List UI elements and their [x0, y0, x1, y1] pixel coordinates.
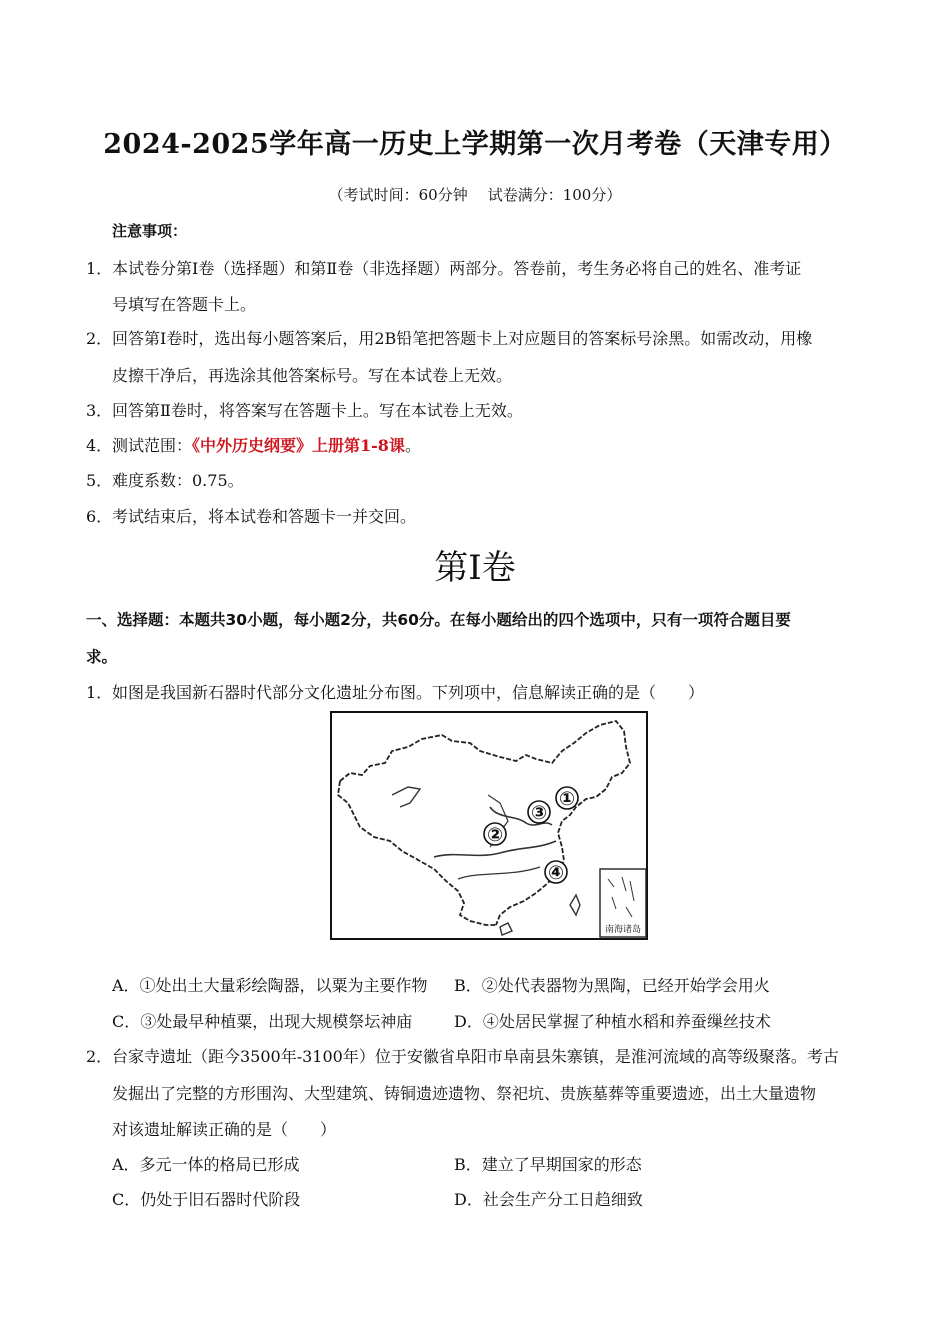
site-label-2: ② [486, 824, 504, 846]
q1-option-c[interactable]: C．③处最早种植粟，出现大规模祭坛神庙 [112, 1012, 413, 1031]
notice-item-4: 4．测试范围：《中外历史纲要》上册第1-8课。 [86, 436, 421, 455]
question-2-stem: 2．台家寺遗址（距今3500年-3100年）位于安徽省阜阳市阜南县朱寨镇，是淮河流域的高等级聚落。考古 [86, 1047, 839, 1066]
q2-option-c[interactable]: C．仍处于旧石器时代阶段 [112, 1190, 301, 1209]
question-2-stem-line3: 对该遗址解读正确的是（ ） [112, 1120, 337, 1139]
q2-option-a[interactable]: A．多元一体的格局已形成 [112, 1155, 300, 1174]
site-label-4: ④ [547, 862, 565, 884]
notice-item-6: 6．考试结束后，将本试卷和答题卡一并交回。 [86, 507, 417, 526]
q2-option-d[interactable]: D．社会生产分工日趋细致 [454, 1190, 643, 1209]
test-scope: 《中外历史纲要》上册第1-8课 [192, 436, 405, 455]
site-label-1: ① [558, 788, 576, 810]
exam-info [0, 184, 950, 205]
full-score: 试卷满分：100分） [487, 186, 622, 204]
section-title: 第Ⅰ卷 [434, 548, 516, 588]
q2-option-b[interactable]: B．建立了早期国家的形态 [454, 1155, 642, 1174]
site-label-3: ③ [530, 802, 548, 824]
q1-option-b[interactable]: B．②处代表器物为黑陶，已经开始学会用火 [454, 976, 770, 995]
q1-option-a[interactable]: A．①处出土大量彩绘陶器，以粟为主要作物 [112, 976, 428, 995]
south-sea-label: 南海诸岛 [604, 925, 642, 935]
notice-item-5: 5．难度系数：0.75。 [86, 471, 244, 490]
section-instruction: 一、选择题：本题共30小题，每小题2分，共60分。在每小题给出的四个选项中，只有一项符合题目要 [86, 611, 791, 629]
notice-item-3: 3．回答第Ⅱ卷时，将答案写在答题卡上。写在本试卷上无效。 [86, 401, 523, 420]
notice-item-2: 2．回答第Ⅰ卷时，选出每小题答案后，用2B铅笔把答题卡上对应题目的答案标号涂黑。如需改动，用橡 [86, 329, 813, 348]
notice-item-1-cont: 号填写在答题卡上。 [112, 295, 257, 314]
notice-heading: 注意事项： [112, 222, 188, 240]
question-1-stem: 1．如图是我国新石器时代部分文化遗址分布图。下列项中，信息解读正确的是（ ） [86, 683, 705, 702]
question-2-stem-line2: 发掘出了完整的方形围沟、大型建筑、铸铜遗迹遗物、祭祀坑、贵族墓葬等重要遗迹，出土大量遗物 [112, 1084, 817, 1103]
notice-item-2-cont: 皮擦干净后，再选涂其他答案标号。写在本试卷上无效。 [112, 366, 513, 385]
exam-time: （考试时间：60分钟 [328, 186, 468, 204]
q1-option-d[interactable]: D．④处居民掌握了种植水稻和养蚕缫丝技术 [454, 1012, 771, 1031]
neolithic-sites-map [330, 711, 648, 940]
exam-title: 2024-2025学年高一历史上学期第一次月考卷（天津专用） [103, 129, 847, 160]
notice-item-1: 1．本试卷分第Ⅰ卷（选择题）和第Ⅱ卷（非选择题）两部分。答卷前，考生务必将自己的姓名、准考证 [86, 259, 802, 278]
section-instruction-cont: 求。 [86, 648, 118, 666]
